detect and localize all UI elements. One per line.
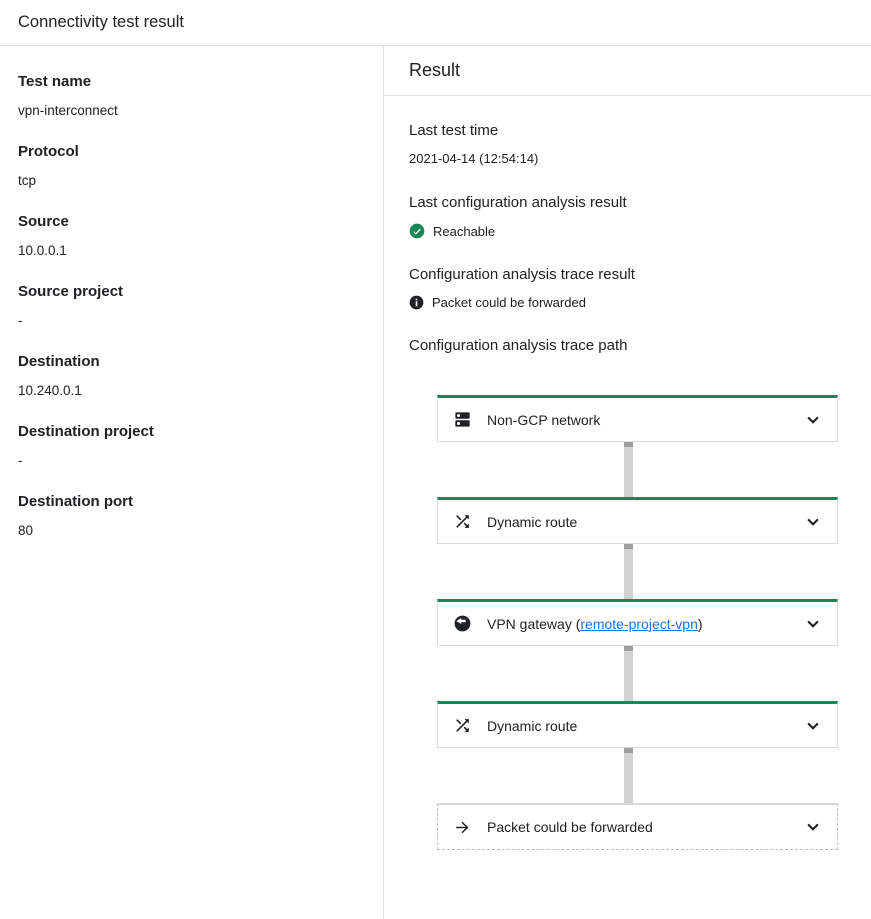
section-label: Configuration analysis trace path: [409, 337, 628, 354]
test-details-panel: [0, 46, 384, 919]
trace-connector: [624, 748, 633, 803]
result-header: [384, 46, 871, 96]
trace-step-label: [487, 616, 703, 632]
trace-connector: [624, 544, 633, 599]
trace-path-diagram: [437, 395, 838, 850]
chevron-down-icon[interactable]: [804, 411, 822, 429]
field-value: 10.0.0.1: [18, 243, 67, 258]
trace-step-label: Dynamic route: [487, 717, 578, 734]
result-title: Result: [409, 60, 461, 80]
field-value: 10.240.0.1: [18, 383, 82, 398]
reachable-status: Reachable: [433, 223, 496, 239]
last-test-time-section: [409, 122, 871, 167]
vpn-gateway-icon: [453, 614, 472, 633]
vpn-gateway-label-suffix: ): [697, 615, 703, 632]
field-value: -: [18, 313, 23, 328]
trace-step-vpn-gateway[interactable]: [437, 599, 838, 646]
chevron-down-icon[interactable]: [804, 818, 822, 836]
page-title: Connectivity test result: [18, 13, 184, 31]
shuffle-icon: [453, 512, 472, 531]
field-source: [18, 213, 367, 259]
trace-connector: [624, 646, 633, 701]
vpn-gateway-link[interactable]: remote-project-vpn: [580, 615, 698, 632]
field-label: Destination project: [18, 423, 154, 440]
field-label: Protocol: [18, 143, 79, 160]
analysis-result-section: [409, 194, 871, 239]
trace-step-non-gcp-network[interactable]: [437, 395, 838, 442]
trace-path-section: [409, 337, 871, 850]
trace-step-label: Dynamic route: [487, 513, 578, 530]
field-label: Destination port: [18, 493, 133, 510]
field-test-name: [18, 73, 367, 119]
trace-connector: [624, 442, 633, 497]
field-value: -: [18, 453, 23, 468]
check-circle-icon: [409, 223, 425, 239]
vpn-gateway-label-prefix: VPN gateway (: [487, 615, 581, 632]
chevron-down-icon[interactable]: [804, 717, 822, 735]
page-header: [0, 0, 871, 46]
trace-result-status: Packet could be forwarded: [432, 295, 586, 310]
field-value: tcp: [18, 173, 37, 188]
field-destination-project: [18, 423, 367, 469]
trace-step-label: Packet could be forwarded: [487, 819, 653, 835]
trace-result-section: [409, 266, 871, 310]
field-label: Test name: [18, 73, 92, 90]
trace-step-packet-forwarded[interactable]: [437, 803, 838, 850]
arrow-right-icon: [453, 818, 472, 837]
shuffle-icon: [453, 716, 472, 735]
chevron-down-icon[interactable]: [804, 615, 822, 633]
result-panel: [384, 46, 871, 919]
field-label: Destination: [18, 353, 100, 370]
section-label: Last test time: [409, 122, 499, 139]
last-test-time-value: 2021-04-14 (12:54:14): [409, 151, 539, 166]
field-destination: [18, 353, 367, 399]
field-value: 80: [18, 523, 34, 538]
trace-step-label: Non-GCP network: [487, 411, 601, 428]
section-label: Last configuration analysis result: [409, 194, 627, 211]
field-label: Source project: [18, 283, 124, 300]
field-label: Source: [18, 213, 69, 230]
trace-step-dynamic-route-1[interactable]: [437, 497, 838, 544]
trace-step-dynamic-route-2[interactable]: [437, 701, 838, 748]
field-value: vpn-interconnect: [18, 103, 118, 118]
dns-icon: [453, 410, 472, 429]
chevron-down-icon[interactable]: [804, 513, 822, 531]
field-source-project: [18, 283, 367, 329]
field-protocol: [18, 143, 367, 189]
section-label: Configuration analysis trace result: [409, 266, 635, 283]
info-icon: [409, 295, 424, 310]
field-destination-port: [18, 493, 367, 539]
